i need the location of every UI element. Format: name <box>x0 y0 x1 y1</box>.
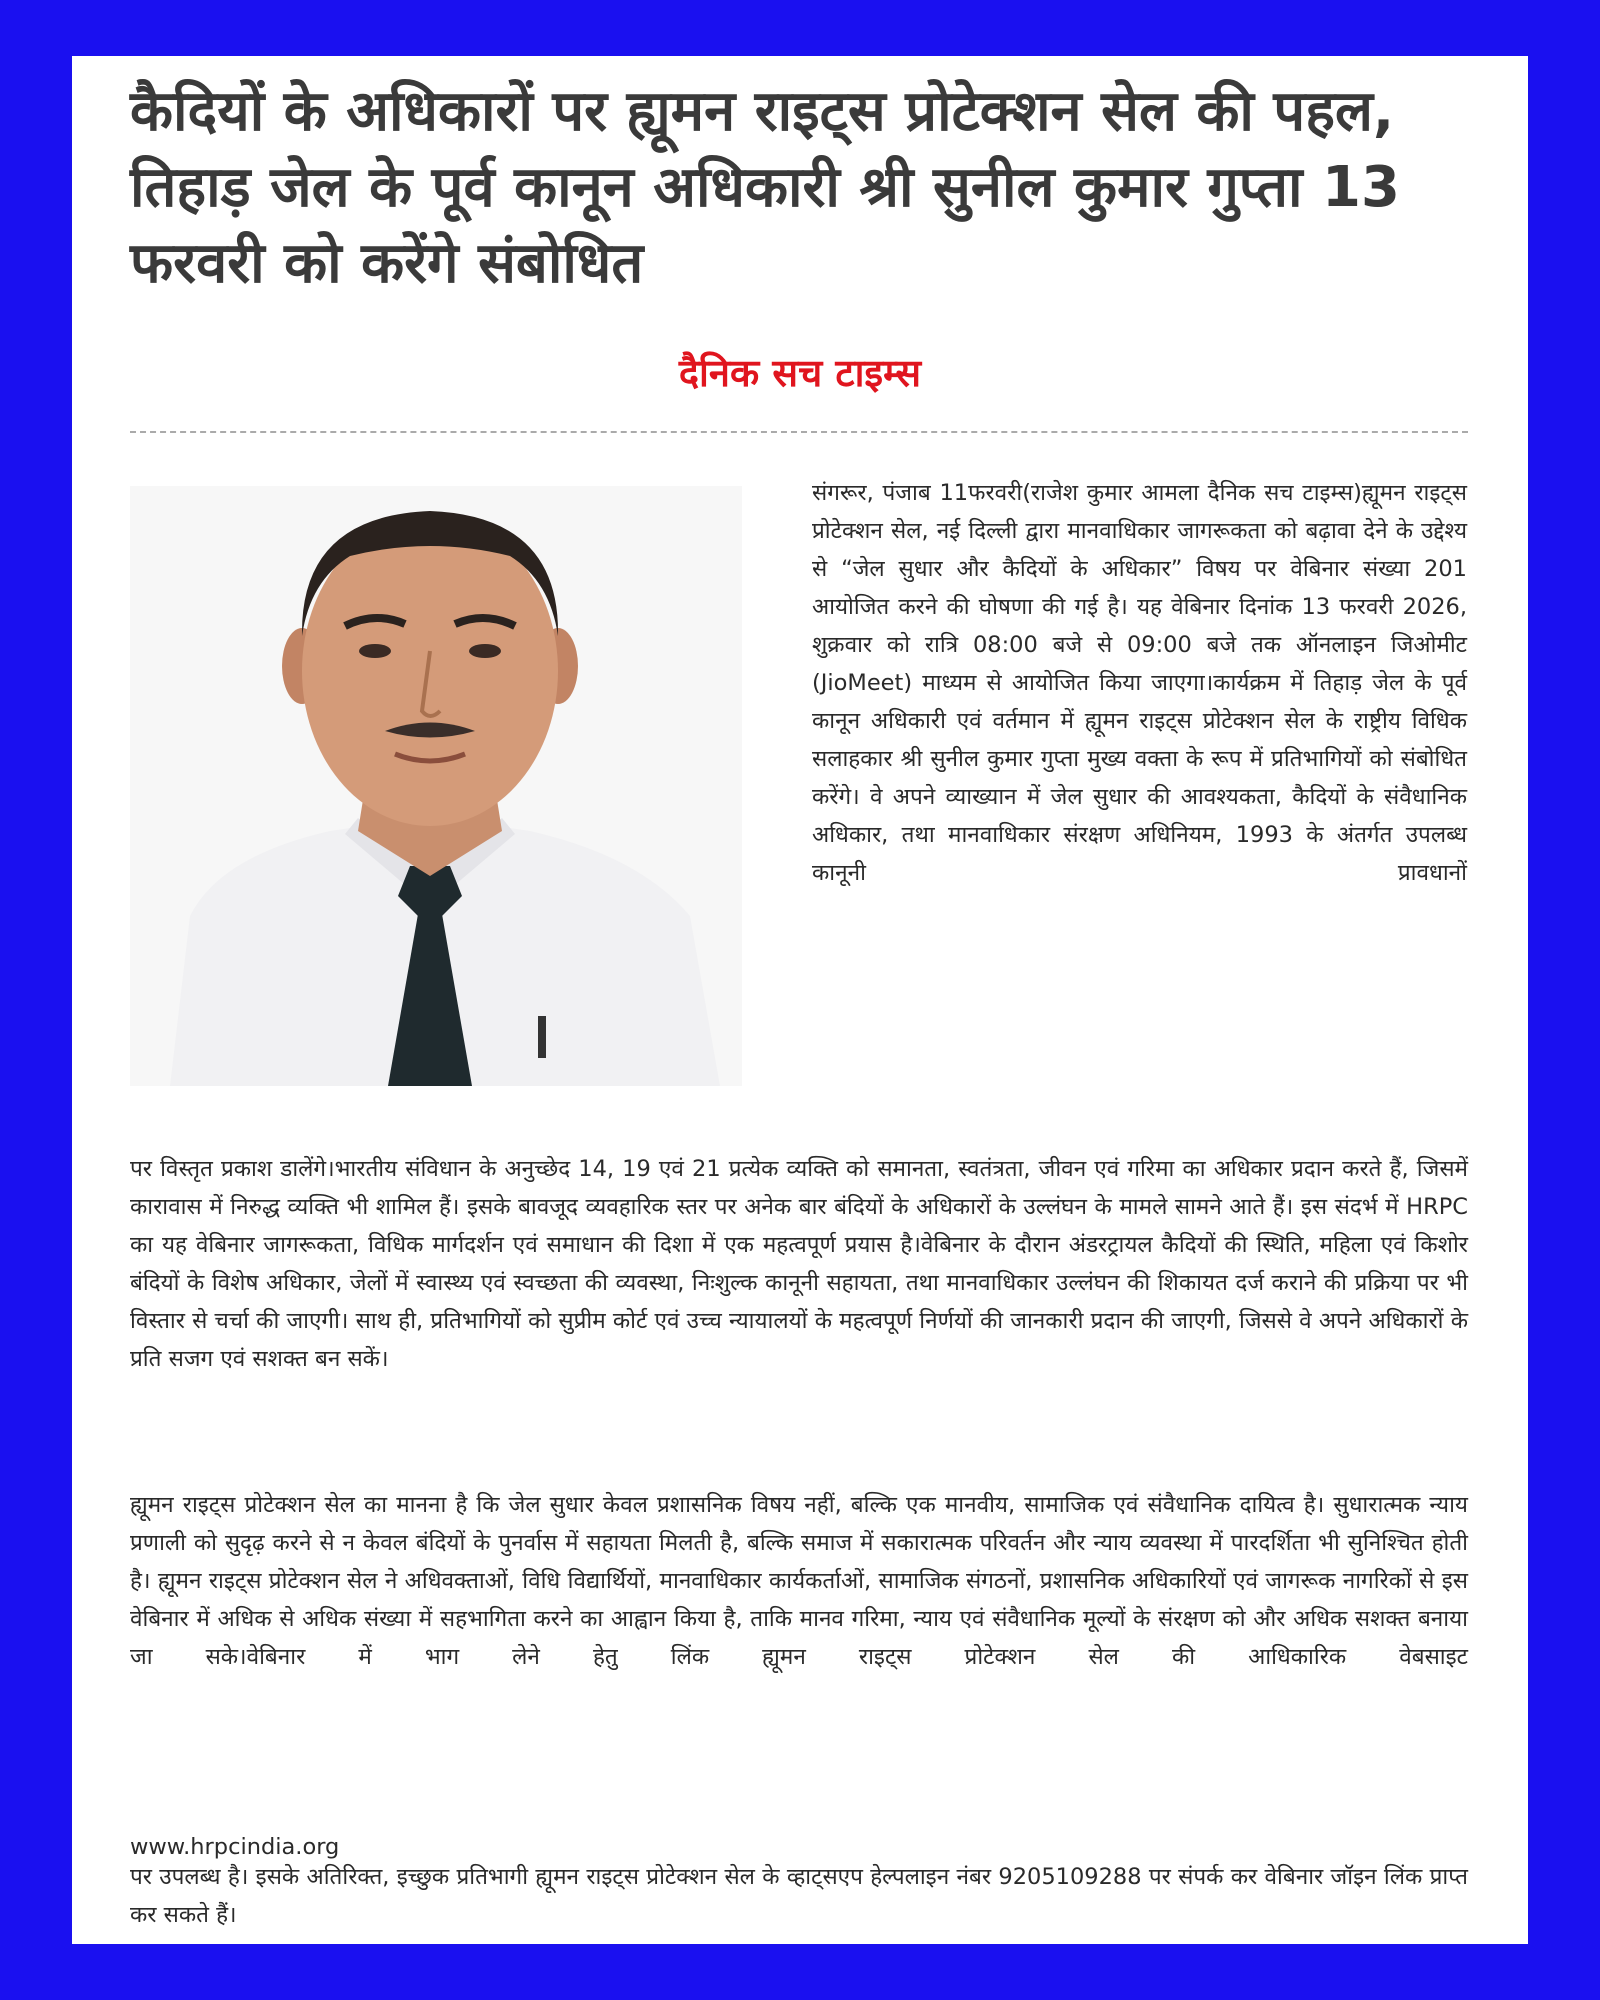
article-paragraph-intro: संगरूर, पंजाब 11फरवरी(राजेश कुमार आमला दैनिक सच टाइम्स)ह्यूमन राइट्स प्रोटेक्शन सेल, नई दिल्ली द्वारा मानवाधिकार जागरूकता को बढ़ावा देने के उद्देश्य से “जेल सुधार और कैदियों के अधिकार” विषय पर वेबिनार संख्या 201 आयोजित करने की घोषणा की गई है। यह वेबिनार दिनांक 13 फरवरी 2026, शुक्रवार को रात्रि 08:00 बजे से 09:00 बजे तक ऑनलाइन जिओमीट (JioMeet) माध्यम से आयोजित किया जाएगा।कार्यक्रम में तिहाड़ जेल के पूर्व कानून अधिकारी एवं वर्तमान में ह्यूमन राइट्स प्रोटेक्शन सेल के राष्ट्रीय विधिक सलाहकार श्री सुनील कुमार गुप्ता मुख्य वक्ता के रूप में प्रतिभागियों को संबोधित करेंगे। वे अपने व्याख्यान में जेल सुधार की आवश्यकता, कैदियों के संवैधानिक अधिकार, तथा मानवाधिकार संरक्षण अधिनियम, 1993 के अंतर्गत उपलब्ध कानूनी प्रावधानों <box>812 480 1467 886</box>
dashed-divider <box>130 431 1468 433</box>
article-paragraph-second: ह्यूमन राइट्स प्रोटेक्शन सेल का मानना है कि जेल सुधार केवल प्रशासनिक विषय नहीं, बल्कि एक मानवीय, सामाजिक एवं संवैधानिक दायित्व है। सुधारात्मक न्याय प्रणाली को सुदृढ़ करने से न केवल बंदियों के पुनर्वास में सहायता मिलती है, बल्कि समाज में सकारात्मक परिवर्तन और न्याय व्यवस्था में पारदर्शिता भी सुनिश्चित होती है। ह्यूमन राइट्स प्रोटेक्शन सेल ने अधिवक्ताओं, विधि विद्यार्थियों, मानवाधिकार कार्यकर्ताओं, सामाजिक संगठनों, प्रशासनिक अधिकारियों एवं जागरूक नागरिकों से इस वेबिनार में अधिक से अधिक संख्या में सहभागिता करने का आह्वान किया है, ताकि मानव गरिमा, न्याय एवं संवैधानिक मूल्यों के संरक्षण को और अधिक सशक्त बनाया जा सके।वेबिनार में भाग लेने हेतु लिंक ह्यूमन राइट्स प्रोटेक्शन सेल की आधिकारिक वेबसाइट <box>130 1492 1468 1670</box>
news-article-card <box>72 56 1528 1944</box>
newspaper-byline: दैनिक सच टाइम्स <box>678 351 922 395</box>
speaker-photo <box>130 486 742 1086</box>
article-headline: कैदियों के अधिकारों पर ह्यूमन राइट्स प्रोटेक्शन सेल की पहल, तिहाड़ जेल के पूर्व कानून अधिकारी श्री सुनील कुमार गुप्ता 13 फरवरी को करेंगे संबोधित <box>130 79 1400 296</box>
portrait-illustration <box>130 486 742 1086</box>
article-paragraph-continued: पर विस्तृत प्रकाश डालेंगे।भारतीय संविधान के अनुच्छेद 14, 19 एवं 21 प्रत्येक व्यक्ति को समानता, स्वतंत्रता, जीवन एवं गरिमा का अधिकार प्रदान करते हैं, जिसमें कारावास में निरुद्ध व्यक्ति भी शामिल हैं। इसके बावजूद व्यवहारिक स्तर पर अनेक बार बंदियों के अधिकारों के उल्लंघन के मामले सामने आते हैं। इस संदर्भ में HRPC का यह वेबिनार जागरूकता, विधिक मार्गदर्शन एवं समाधान की दिशा में एक महत्वपूर्ण प्रयास है।वेबिनार के दौरान अंडरट्रायल कैदियों की स्थिति, महिला एवं किशोर बंदियों के विशेष अधिकार, जेलों में स्वास्थ्य एवं स्वच्छता की व्यवस्था, निःशुल्क कानूनी सहायता, तथा मानवाधिकार उल्लंघन की शिकायत दर्ज कराने की प्रक्रिया पर भी विस्तार से चर्चा की जाएगी। साथ ही, प्रतिभागियों को सुप्रीम कोर्ट एवं उच्च न्यायालयों के महत्वपूर्ण निर्णयों की जानकारी प्रदान की जाएगी, जिससे वे अपने अधिकारों के प्रति सजग एवं सशक्त बन सकें। <box>130 1156 1468 1372</box>
website-link[interactable]: www.hrpcindia.org <box>130 1834 340 1860</box>
article-paragraph-last: पर उपलब्ध है। इसके अतिरिक्त, इच्छुक प्रतिभागी ह्यूमन राइट्स प्रोटेक्शन सेल के व्हाट्सएप हेल्पलाइन नंबर 9205109288 पर संपर्क कर वेबिनार जॉइन लिंक प्राप्त कर सकते हैं। <box>130 1864 1468 1928</box>
